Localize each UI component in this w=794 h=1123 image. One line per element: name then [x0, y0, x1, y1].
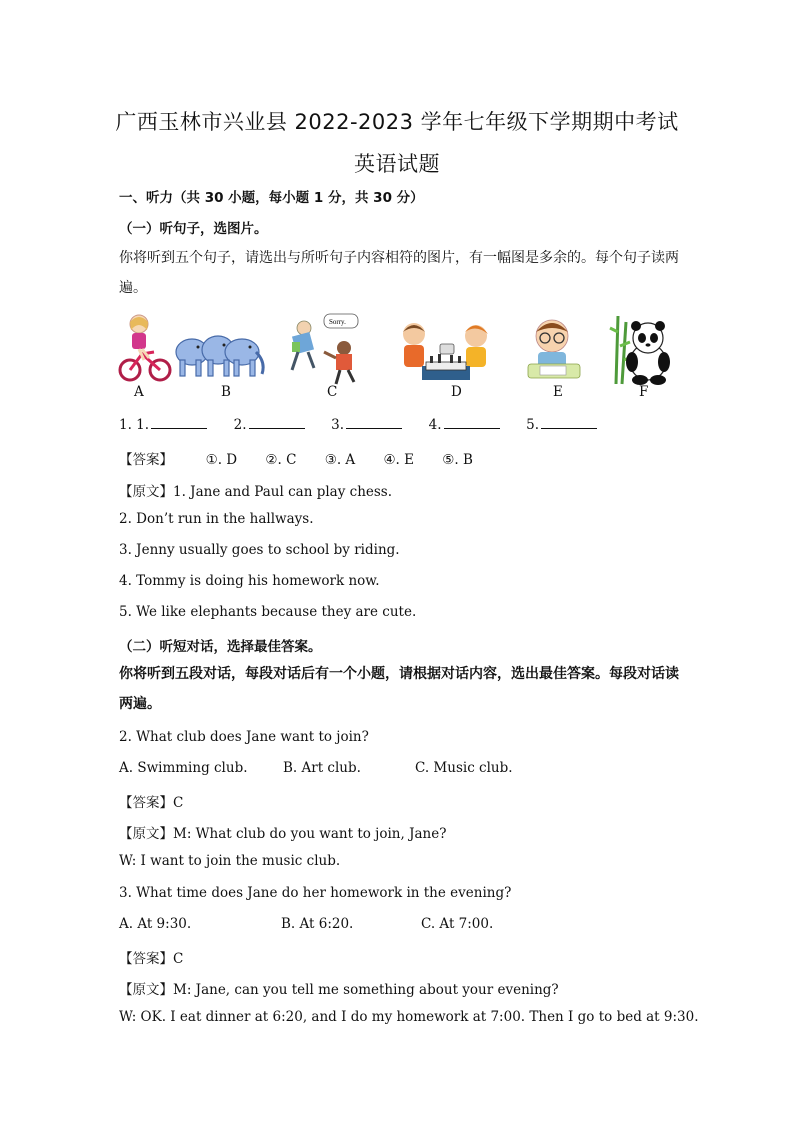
answer-3: ③. A: [324, 452, 356, 468]
question-2-transcript-1: 【原文】M: What club do you want to join, Jane?: [119, 826, 447, 842]
question-3-answer: 【答案】C: [119, 951, 184, 967]
exam-title: 广西玉林市兴业县 2022-2023 学年七年级下学期期中考试: [115, 110, 679, 134]
answer-blanks-row: [119, 417, 597, 433]
answers-row: [119, 448, 473, 468]
blank-4: [444, 417, 500, 429]
answer-tag: 【答案】: [119, 452, 173, 468]
answer-2: ②. C: [265, 452, 297, 468]
part2-heading: （二）听短对话，选择最佳答案。: [119, 639, 322, 655]
question-3-transcript-1: 【原文】M: Jane, can you tell me something about your evening?: [119, 982, 559, 998]
question-2-options: [119, 760, 513, 776]
q2-answer: C: [173, 795, 184, 811]
question-2-answer: 【答案】C: [119, 795, 184, 811]
question-3-transcript-2: W: OK. I eat dinner at 6:20, and I do my homework at 7:00. Then I go to bed at 9:30.: [119, 1009, 699, 1025]
picture-row: [112, 312, 692, 402]
part1-heading: （一）听句子，选图片。: [119, 221, 268, 237]
blank-3: [346, 417, 402, 429]
answer-4: ④. E: [383, 452, 414, 468]
q3-option-c: C. At 7:00.: [421, 916, 494, 932]
blank-label-3: 3.: [331, 417, 345, 433]
blank-1: [151, 417, 207, 429]
q2-option-c: C. Music club.: [415, 760, 513, 776]
q2-option-a: A. Swimming club.: [119, 760, 248, 776]
picture-label-c: C: [327, 384, 338, 400]
original-tag: 【原文】: [119, 484, 173, 500]
kids-playing-chess-icon: [396, 312, 492, 384]
blank-label-1: 1. 1.: [119, 417, 150, 433]
transcript-line-2: 2. Don’t run in the hallways.: [119, 511, 314, 527]
q3-option-a: A. At 9:30.: [119, 916, 192, 932]
transcript-line-1: 【原文】1. Jane and Paul can play chess.: [119, 484, 393, 500]
q2-option-b: B. Art club.: [283, 760, 361, 776]
picture-label-e: E: [553, 384, 563, 400]
transcript-line-5: 5. We like elephants because they are cute.: [119, 604, 417, 620]
q3-answer: C: [173, 951, 184, 967]
question-3: 3. What time does Jane do her homework in the evening?: [119, 885, 512, 901]
answer-5: ⑤. B: [442, 452, 473, 468]
blank-label-5: 5.: [526, 417, 539, 433]
blank-2: [249, 417, 305, 429]
part2-instructions: 你将听到五段对话，每段对话后有一个小题，请根据对话内容，选出最佳答案。每段对话读两遍。: [119, 666, 679, 712]
question-2: 2. What club does Jane want to join?: [119, 729, 369, 745]
blank-label-4: 4.: [428, 417, 442, 433]
boy-doing-homework-icon: [522, 312, 586, 384]
section-heading: 一、听力（共 30 小题，每小题 1 分，共 30 分）: [119, 190, 424, 206]
question-3-options: [119, 916, 493, 932]
exam-subtitle: 英语试题: [354, 152, 440, 176]
transcript-line-3: 3. Jenny usually goes to school by riding.: [119, 542, 400, 558]
picture-label-a: A: [134, 384, 144, 400]
picture-label-f: F: [639, 384, 649, 400]
answer-1: ①. D: [205, 452, 238, 468]
blank-5: [541, 417, 597, 429]
panda-icon: [608, 312, 674, 384]
picture-label-b: B: [221, 384, 231, 400]
kids-in-hallway-icon: [284, 312, 366, 384]
question-2-transcript-2: W: I want to join the music club.: [119, 853, 341, 869]
part1-instructions: 你将听到五个句子，请选出与所听句子内容相符的图片，有一幅图是多余的。每个句子读两遍。: [119, 250, 679, 296]
speech-bubble-text: Sorry.: [329, 318, 346, 326]
elephants-icon: [174, 312, 266, 384]
picture-label-d: D: [451, 384, 462, 400]
q3-option-b: B. At 6:20.: [281, 916, 354, 932]
transcript-line-4: 4. Tommy is doing his homework now.: [119, 573, 380, 589]
blank-label-2: 2.: [233, 417, 247, 433]
